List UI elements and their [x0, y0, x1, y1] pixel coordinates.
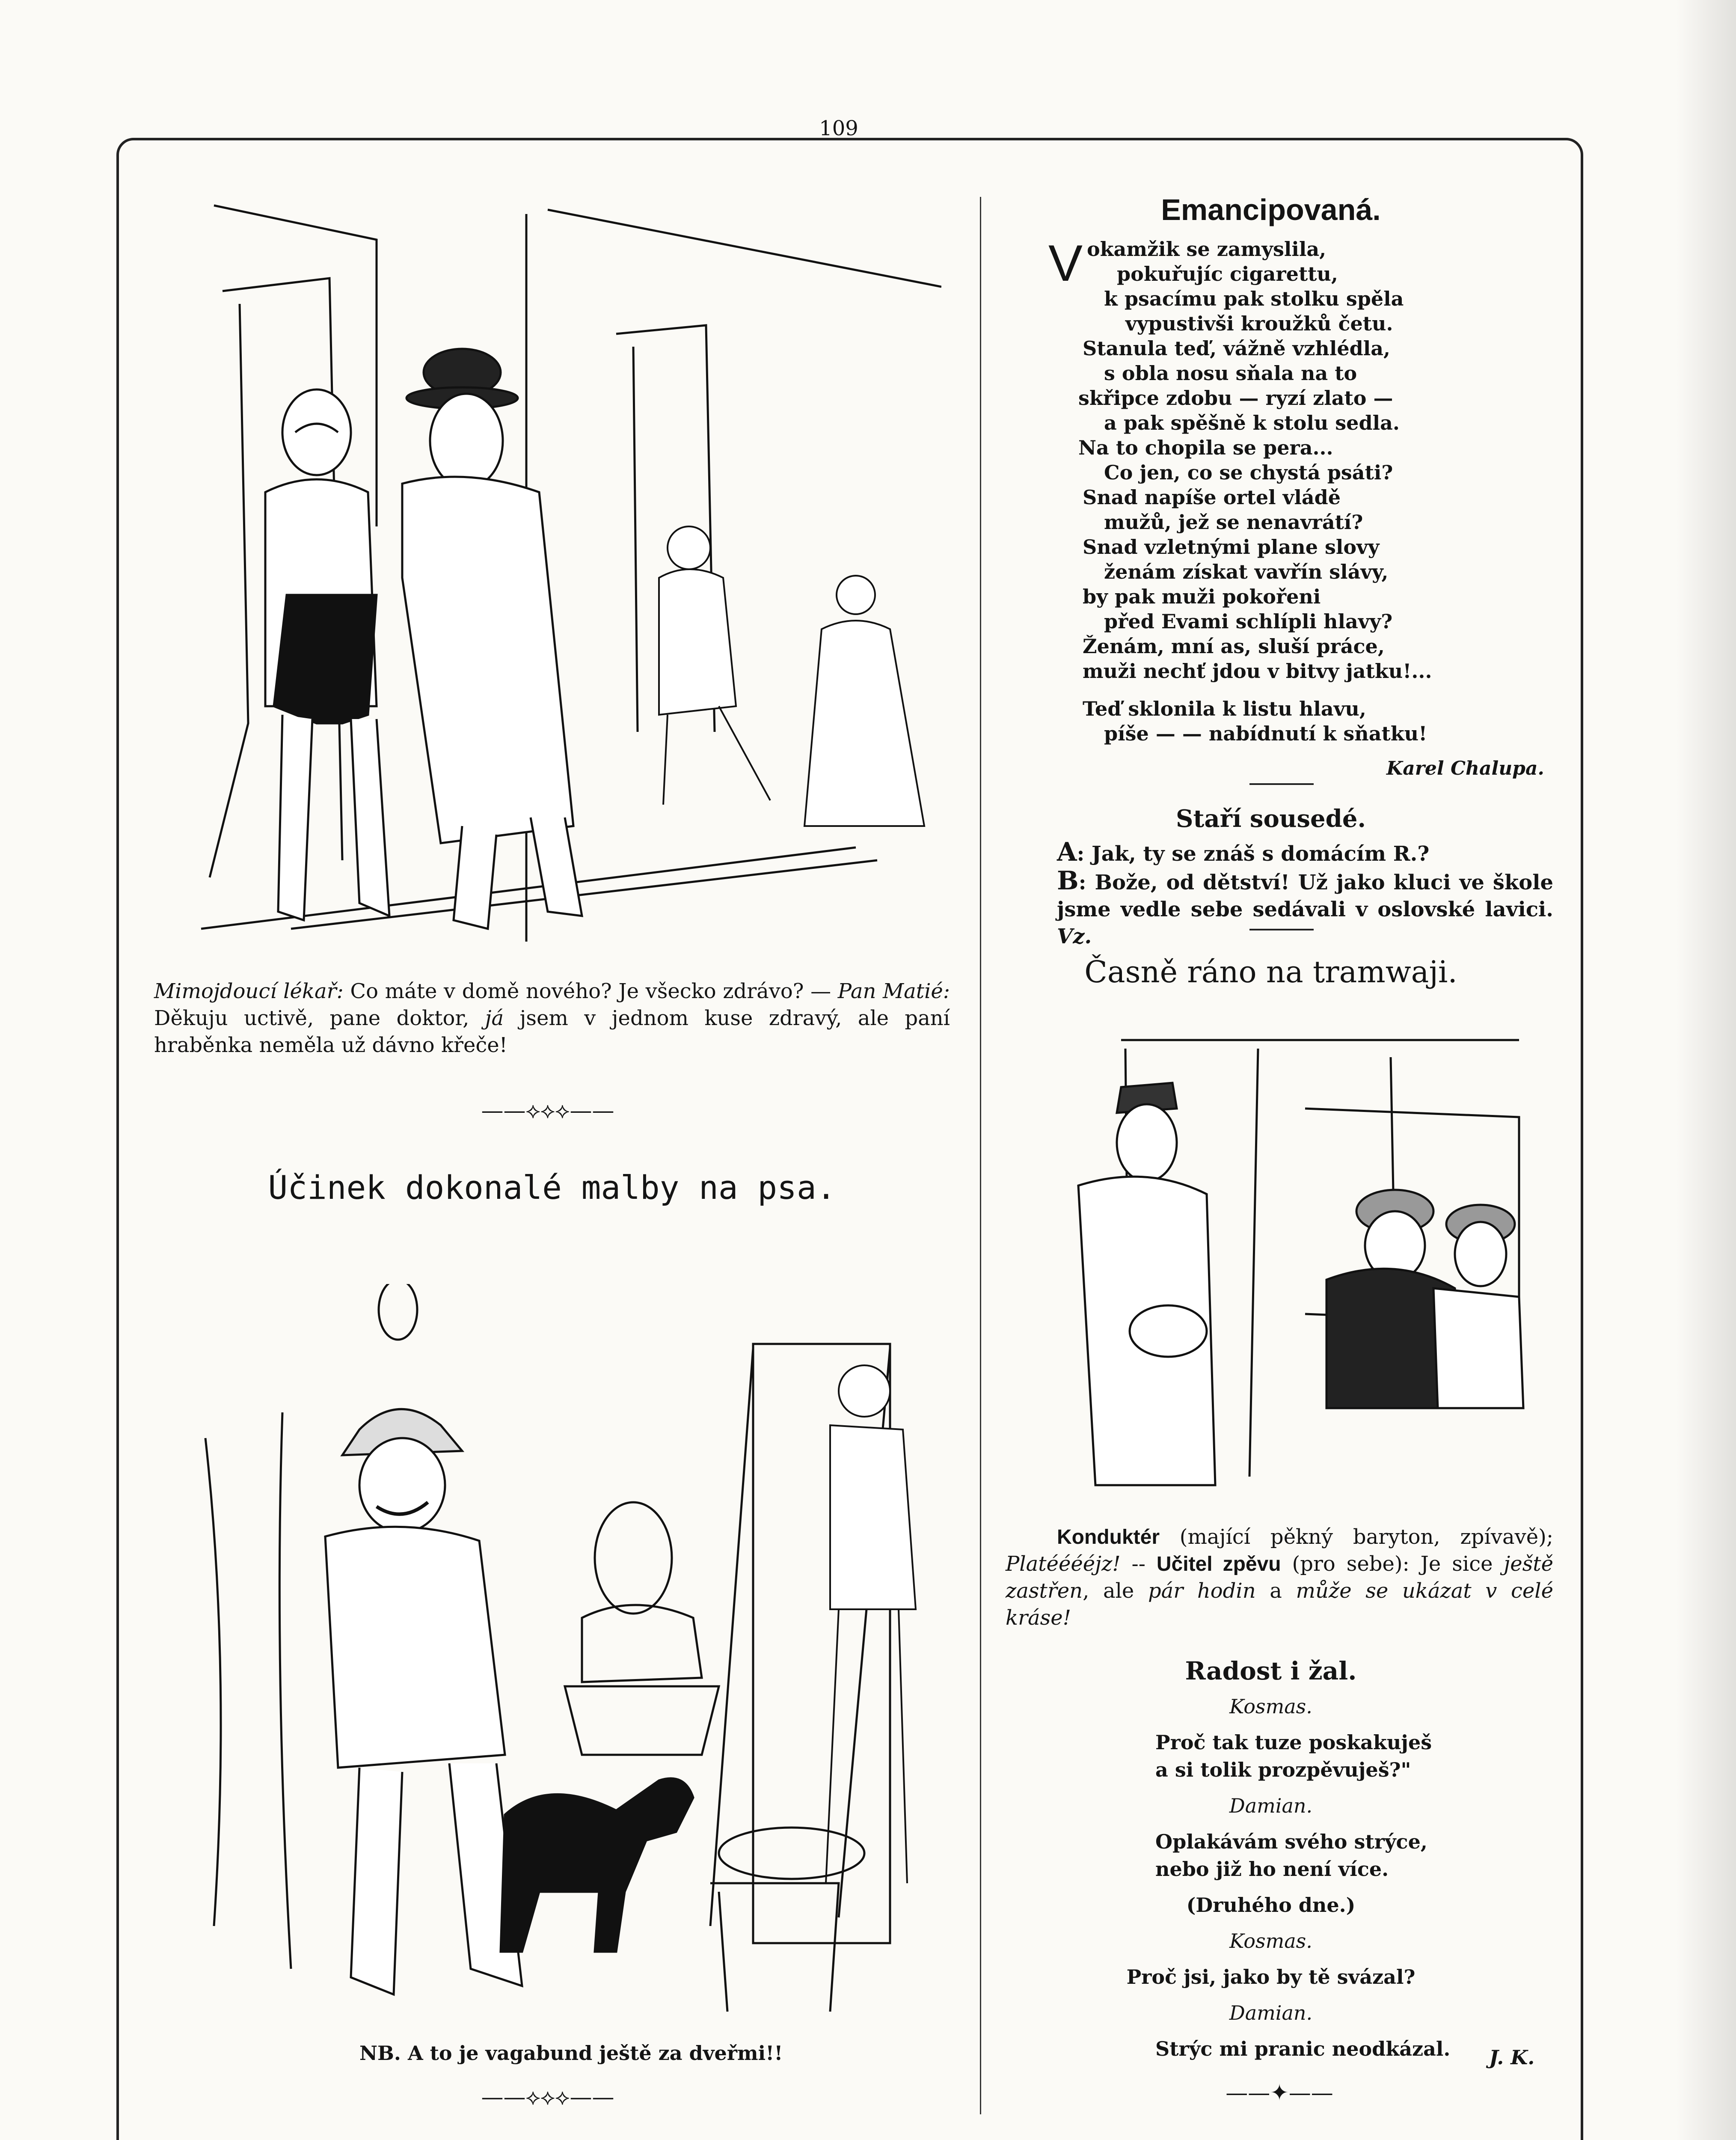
- poem-line: by pak muži pokořeni: [1083, 585, 1321, 608]
- tram-title: Časně ráno na tramwaji.: [1084, 954, 1457, 990]
- section-rule: [1249, 929, 1314, 930]
- cartoon2-title: Účinek dokonalé malby na psa.: [268, 1168, 836, 1207]
- ornament-end: ——✦——: [1226, 2080, 1333, 2106]
- column-divider: [980, 197, 981, 2114]
- poem-line: k psacímu pak stolku spěla: [1104, 287, 1404, 310]
- cartoon2-caption: NB. A to je vagabund ještě za dveřmi!!: [359, 2042, 783, 2065]
- poem-line: okamžik se zamyslila,: [1087, 238, 1326, 261]
- poem-line: skřipce zdobu — ryzí zlato —: [1078, 386, 1393, 410]
- joy-author: J. K.: [1489, 2046, 1535, 2069]
- street-scene-illustration: [188, 193, 941, 972]
- ornament-divider: ——⟡⟡⟡——: [481, 1098, 614, 1124]
- poem-line: Na to chopila se pera...: [1078, 436, 1333, 459]
- cartoon1-caption: Mimojdoucí lékař: Co máte v domě nového? Je všecko zdrávo? — Pan Matié: Děkuju uctivě, pane doktor, já jsem v jednom kuse zdravý, ale paní hraběnka neměla už dávno křeče!: [154, 979, 950, 1057]
- poem-line: Snad vzletnými plane slovy: [1083, 535, 1380, 559]
- poem-line: ženám získat vavřín slávy,: [1104, 560, 1389, 583]
- tram-caption: Konduktér (mající pěkný baryton, zpívavě); Platééééjz! -- Učitel zpěvu (pro sebe): Je sice ještě zastřen, ale pár hodin a může se ukázat v celé kráse!: [1006, 1525, 1554, 1630]
- poem-line: pokuřujíc cigarettu,: [1117, 262, 1338, 285]
- poem-author: Karel Chalupa.: [1386, 758, 1544, 779]
- poem-line: před Evami schlípli hlavy?: [1104, 610, 1393, 633]
- poem-line: a pak spěšně k stolu sedla.: [1104, 411, 1400, 434]
- joy-title: Radost i žal.: [1185, 1656, 1357, 1685]
- poem-line: Teď sklonila k listu hlavu,: [1083, 697, 1366, 720]
- poem-line: s obla nosu sňala na to: [1104, 362, 1357, 385]
- poem-dropcap: V: [1048, 235, 1083, 292]
- page-edge-shadow: [1676, 0, 1736, 2140]
- tram-illustration: [1027, 1023, 1545, 1498]
- ornament-divider-bottom: ——⟡⟡⟡——: [481, 2084, 614, 2110]
- joy-dialogue: Kosmas. Proč tak tuze poskakuješ a si tolik prozpěvuješ?" Damian. Oplakávám svého strýce, nebo již ho není více. (Druhého dne.) Kosmas. Proč jsi, jako by tě svázal? Damian. Strýc mi pranic neodkázal.: [1126, 1695, 1451, 2060]
- section-rule: [1249, 783, 1314, 785]
- poem-line: mužů, jež se nenavrátí?: [1104, 511, 1363, 534]
- poem-line: Snad napíše ortel vládě: [1083, 486, 1341, 509]
- poem-title: Emancipovaná.: [1161, 193, 1381, 226]
- poem-line: muži nechť jdou v bitvy jatku!...: [1083, 660, 1432, 683]
- neighbors-title: Staří sousedé.: [1176, 805, 1366, 833]
- page-number: 109: [819, 116, 858, 140]
- poem-line: Co jen, co se chystá psáti?: [1104, 461, 1393, 484]
- poem-line: Ženám, mní as, sluší práce,: [1083, 635, 1385, 658]
- poem-line: vypustivši kroužků četu.: [1125, 312, 1393, 335]
- neighbors-dialogue: A: Jak, ty se znáš s domácím R.? B: Bože, od dětství! Už jako kluci ve škole jsme vedle sebe sedávali v oslovské lavici. Vz.: [1057, 837, 1553, 948]
- poem-line: Stanula teď, vážně vzhlédla,: [1083, 337, 1391, 360]
- studio-illustration: [197, 1284, 920, 2029]
- poem-line: píše — — nabídnutí k sňatku!: [1104, 722, 1427, 745]
